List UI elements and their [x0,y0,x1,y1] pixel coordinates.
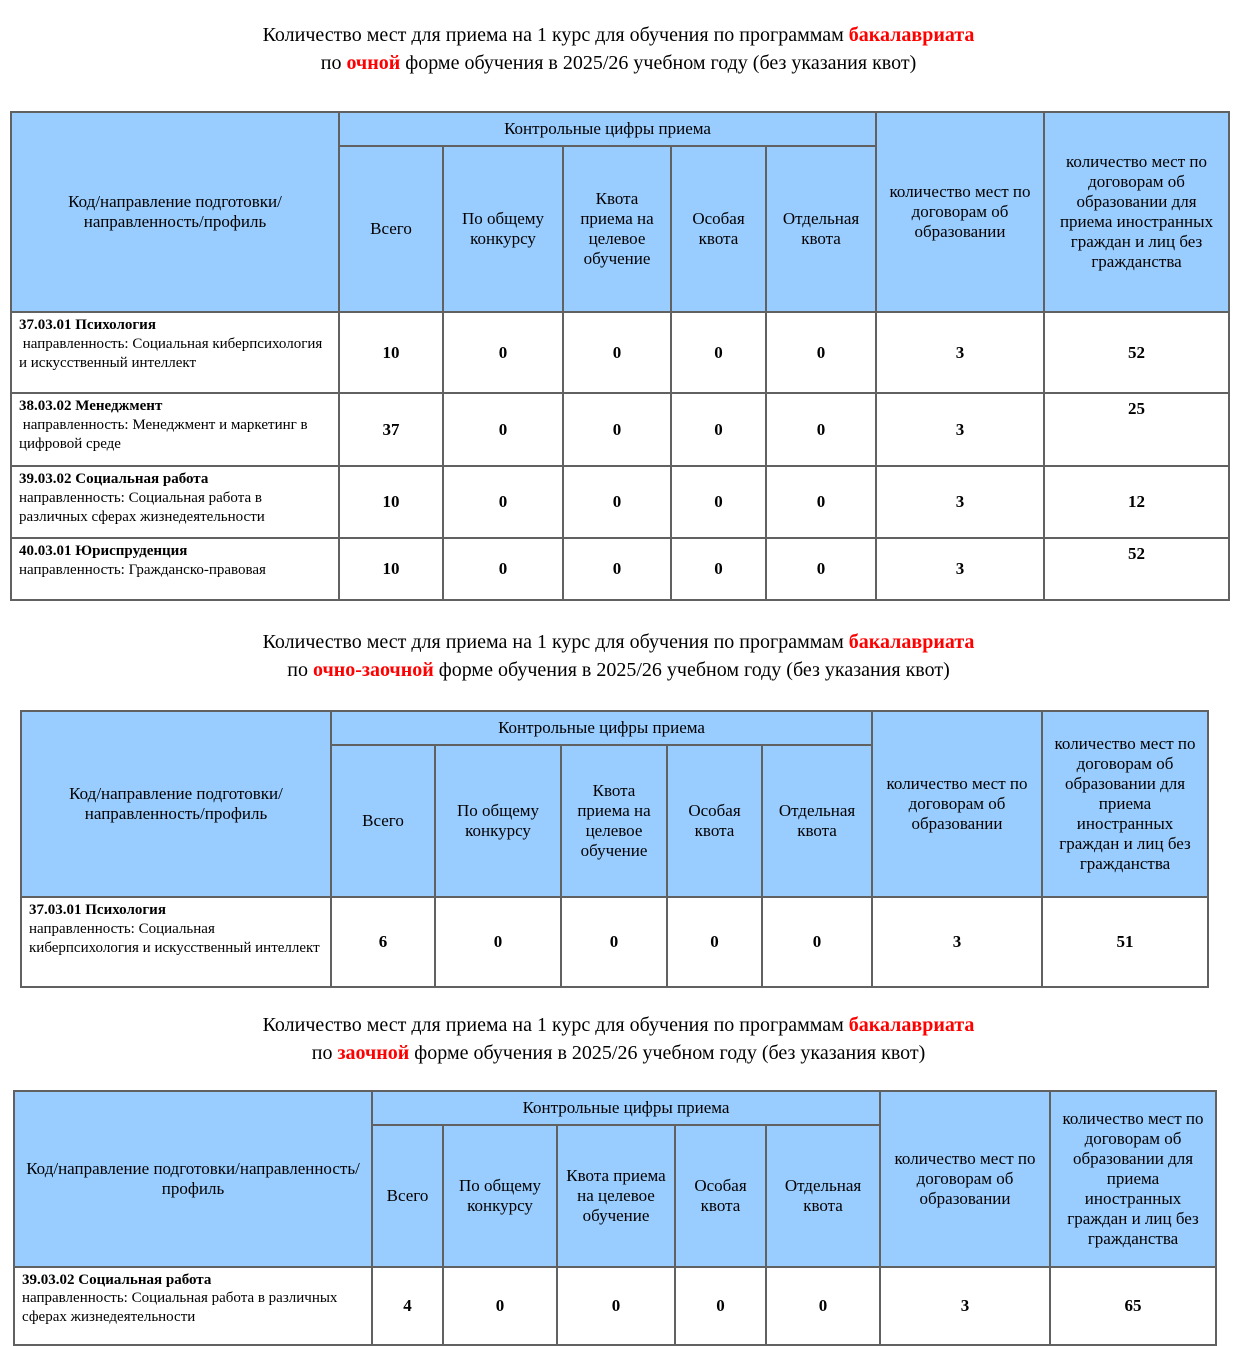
value-cell: 0 [563,393,671,466]
value-cell: 0 [563,312,671,393]
header-separate-quota: Отдельная квота [766,146,876,312]
table-row [14,1267,1216,1345]
program-code: 39.03.02 Социальная работа [19,471,209,488]
program-cell [11,538,339,600]
value-cell: 3 [876,312,1044,393]
header-special-quota: Особая квота [671,146,766,312]
header-program-code: Код/направление подготовки/направленность/профиль [21,711,331,897]
table-row [11,312,1229,393]
header-separate-quota: Отдельная квота [762,745,872,897]
title-text: форме обучения в 2025/26 учебном году (без указания квот) [409,1041,926,1064]
value-cell: 0 [563,538,671,600]
value-cell: 3 [876,466,1044,538]
header-control-figures: Контрольные цифры приема [331,711,872,745]
header-foreign-contract-places: количество мест по договорам об образовании для приема иностранных граждан и лиц без гражданства [1042,711,1208,897]
title-highlight-bakalavriat: бакалавриата [848,631,975,654]
program-profile: направленность: Социальная киберпсихология и искусственный интеллект [19,335,327,371]
program-code: 37.03.01 Психология [19,317,156,334]
value-cell: 65 [1050,1267,1216,1345]
program-profile: направленность: Социальная работа в различных сферах жизнедеятельности [22,1290,342,1326]
value-cell: 0 [443,312,563,393]
title-text: форме обучения в 2025/26 учебном году (без указания квот) [400,51,917,74]
program-code: 39.03.02 Социальная работа [22,1271,212,1288]
title-text: Количество мест для приема на 1 курс для обучения по программам [262,1014,849,1037]
header-general-competition: По общему конкурсу [435,745,561,897]
header-contract-places: количество мест по договорам об образовании [872,711,1042,897]
table-row [21,897,1208,987]
value-cell: 0 [766,538,876,600]
header-separate-quota: Отдельная квота [766,1125,880,1267]
value-cell: 0 [766,312,876,393]
value-cell: 0 [766,466,876,538]
program-cell [11,393,339,466]
admissions-table-full-time [10,111,1230,601]
program-cell [21,897,331,987]
title-highlight-form: очно-заочной [312,658,434,681]
table-row [11,393,1229,466]
value-cell: 3 [876,393,1044,466]
value-cell: 0 [557,1267,675,1345]
value-cell: 0 [766,393,876,466]
value-cell: 0 [671,538,766,600]
header-special-quota: Особая квота [675,1125,766,1267]
value-cell: 0 [667,897,762,987]
header-general-competition: По общему конкурсу [443,146,563,312]
value-cell: 0 [762,897,872,987]
value-cell: 51 [1042,897,1208,987]
header-special-quota: Особая квота [667,745,762,897]
section-title-full-time [0,22,1237,77]
value-cell: 6 [331,897,435,987]
program-code: 37.03.01 Психология [29,902,166,919]
value-cell: 3 [880,1267,1050,1345]
value-cell: 0 [443,1267,557,1345]
header-foreign-contract-places: количество мест по договорам об образовании для приема иностранных граждан и лиц без гражданства [1050,1091,1216,1267]
header-program-code: Код/направление подготовки/направленность/профиль [14,1091,372,1267]
section-title-part-time-evening [0,629,1237,684]
value-cell: 0 [435,897,561,987]
program-profile: направленность: Менеджмент и маркетинг в цифровой среде [19,416,312,452]
header-contract-places: количество мест по договорам об образовании [876,112,1044,312]
value-cell: 25 [1044,393,1229,466]
table-row [11,466,1229,538]
title-text: Количество мест для приема на 1 курс для обучения по программам [262,24,849,46]
program-profile: направленность: Гражданско-правовая [19,561,266,578]
value-cell: 12 [1044,466,1229,538]
header-foreign-contract-places: количество мест по договорам об образовании для приема иностранных граждан и лиц без гражданства [1044,112,1229,312]
header-control-figures: Контрольные цифры приема [339,112,876,146]
title-text: по [311,1041,338,1064]
header-target-quota: Квота приема на целевое обучение [563,146,671,312]
table-row [11,538,1229,600]
value-cell: 0 [671,466,766,538]
program-code: 40.03.01 Юриспруденция [19,543,188,560]
header-general-competition: По общему конкурсу [443,1125,557,1267]
title-text: по [320,51,347,74]
value-cell: 0 [561,897,667,987]
value-cell: 4 [372,1267,443,1345]
section-title-correspondence [0,1012,1237,1067]
title-text: форме обучения в 2025/26 учебном году (без указания квот) [433,658,950,681]
header-target-quota: Квота приема на целевое обучение [561,745,667,897]
value-cell: 10 [339,312,443,393]
program-cell [11,312,339,393]
title-highlight-form: заочной [337,1041,410,1064]
admissions-table-correspondence [13,1090,1217,1346]
value-cell: 52 [1044,312,1229,393]
value-cell: 0 [563,466,671,538]
value-cell: 10 [339,538,443,600]
program-cell [11,466,339,538]
title-text: по [287,658,313,681]
value-cell: 3 [872,897,1042,987]
value-cell: 3 [876,538,1044,600]
value-cell: 52 [1044,538,1229,600]
value-cell: 10 [339,466,443,538]
title-highlight-bakalavriat: бакалавриата [848,1014,975,1037]
program-cell [14,1267,372,1345]
value-cell: 0 [671,312,766,393]
value-cell: 0 [671,393,766,466]
value-cell: 37 [339,393,443,466]
value-cell: 0 [675,1267,766,1345]
program-profile: направленность: Социальная киберпсихология и искусственный интеллект [29,921,320,956]
header-total: Всего [372,1125,443,1267]
value-cell: 0 [443,466,563,538]
value-cell: 0 [766,1267,880,1345]
header-control-figures: Контрольные цифры приема [372,1091,880,1125]
title-highlight-bakalavriat: бакалавриата [848,24,975,46]
program-profile: направленность: Социальная работа в различных сферах жизнедеятельности [19,489,266,525]
value-cell: 0 [443,538,563,600]
title-highlight-form: очной [346,51,401,74]
header-target-quota: Квота приема на целевое обучение [557,1125,675,1267]
program-code: 38.03.02 Менеджмент [19,398,163,415]
title-text: Количество мест для приема на 1 курс для обучения по программам [262,631,849,654]
header-total: Всего [339,146,443,312]
header-total: Всего [331,745,435,897]
value-cell: 0 [443,393,563,466]
header-contract-places: количество мест по договорам об образовании [880,1091,1050,1267]
admissions-table-part-time-evening [20,710,1209,988]
header-program-code: Код/направление подготовки/направленность/профиль [11,112,339,312]
